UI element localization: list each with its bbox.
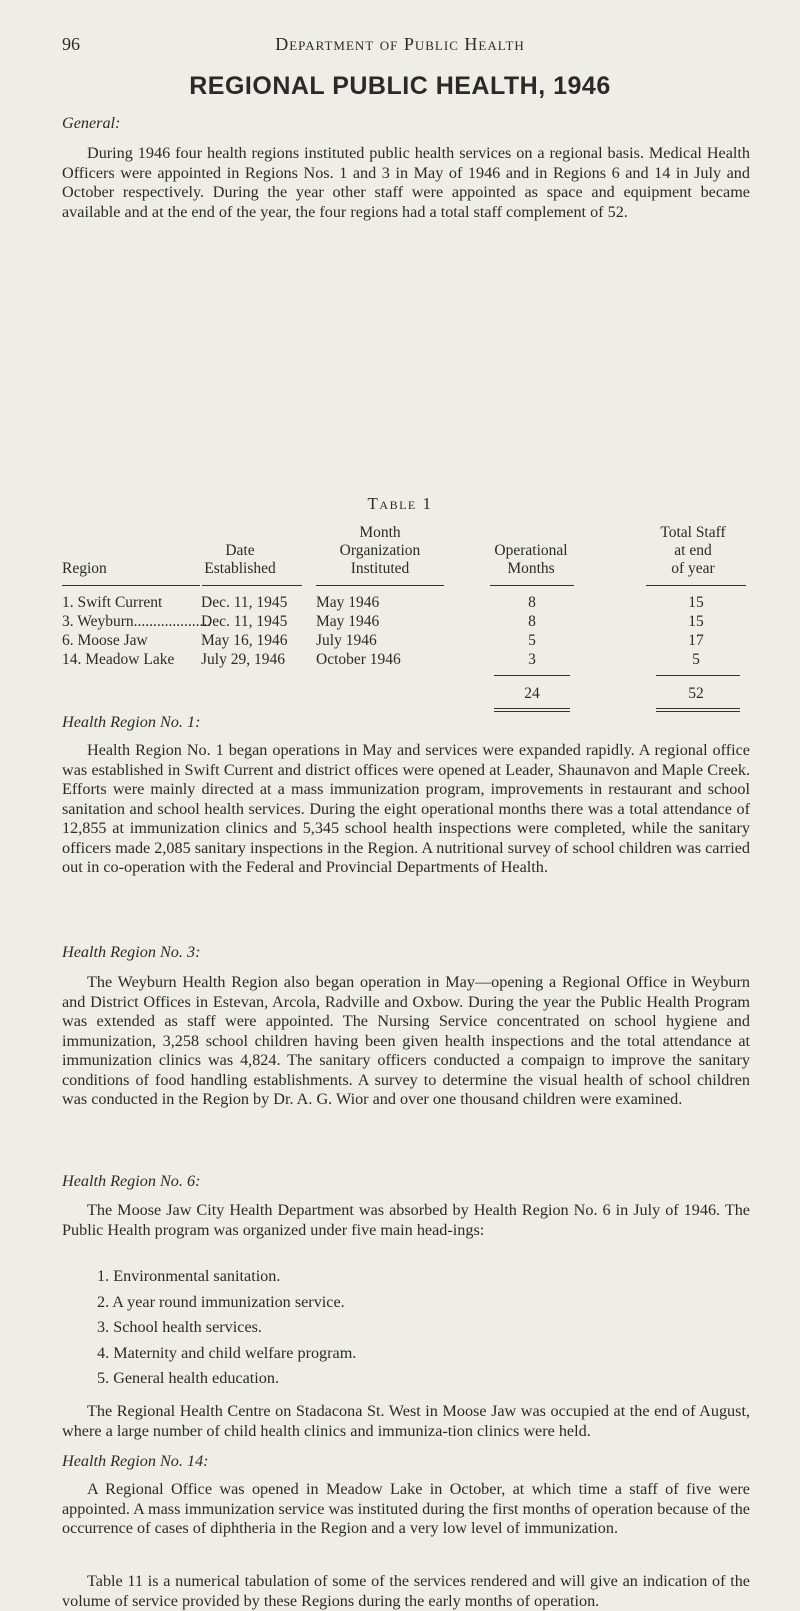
total-rule (494, 708, 570, 709)
cell-month: May 1946 (316, 613, 380, 630)
header-month-line3: Instituted (350, 560, 410, 577)
region-6-paragraph: The Moose Jaw City Health Department was absorbed by Health Region No. 6 in July of 1946. The Public Health program was organized under five main head-ings: (62, 1201, 750, 1239)
page-continuation (0, 1262, 800, 1610)
region-14-paragraph-2: Table 11 is a numerical tabulation of some of the services rendered and will give an indication of the volume of service provided by these Regions during the early months of operation. (62, 1572, 750, 1610)
total-staff: 52 (688, 685, 704, 702)
region-6-paragraph-2: The Regional Health Centre on Stadacona St. West in Moose Jaw was occupied at the end of August, where a large number of child health clinics and immuniza-tion clinics were held. (62, 1402, 750, 1440)
cell-region: 14. Meadow Lake (62, 651, 175, 668)
cell-ops: 5 (528, 632, 536, 649)
list-item: 3. School health services. (97, 1318, 262, 1336)
regions-table (62, 522, 750, 770)
total-rule (656, 711, 740, 712)
header-rule (62, 585, 200, 586)
header-region: Region (62, 560, 107, 577)
header-rule (490, 585, 574, 586)
sum-rule (494, 675, 570, 676)
section-heading-region-3: Health Region No. 3: (62, 943, 201, 961)
list-item: 4. Maternity and child welfare program. (97, 1343, 357, 1362)
cell-region: 1. Swift Current (62, 594, 163, 611)
header-rule (316, 585, 444, 586)
cell-ops: 8 (528, 594, 536, 611)
section-heading-region-1: Health Region No. 1: (62, 713, 201, 731)
page-title: REGIONAL PUBLIC HEALTH, 1946 (189, 72, 611, 100)
cell-month: July 1946 (316, 632, 377, 649)
cell-date: July 29, 1946 (201, 651, 285, 668)
cell-date: May 16, 1946 (201, 632, 288, 649)
cell-date: Dec. 11, 1945 (201, 594, 288, 611)
general-paragraph: During 1946 four health regions instituted public health services on a regional basis. Medical Health Officers were appointed in Regions Nos. 1 and 3 in May of 1946 and in Regions 6 and 14 in July and October respectively. During the year other staff were appointed as space and equipment became available and at the end of the year, the four regions had a total staff complement of 52. (62, 144, 750, 221)
cell-date: Dec. 11, 1945 (201, 613, 288, 630)
cell-staff: 17 (688, 632, 704, 649)
sum-rule (656, 675, 740, 676)
cell-staff: 15 (688, 594, 704, 611)
list-item: 2. A year round immunization service. (97, 1292, 345, 1311)
section-heading-general: General: (62, 114, 121, 132)
header-operational (466, 542, 596, 578)
header-staff-line2: at end (674, 542, 712, 559)
header-date-line1: Date (225, 542, 255, 559)
region-1-paragraph: Health Region No. 1 began operations in May and services were expanded rapidly. A regional office was established in Swift Current and district offices were opened at Leader, Shaunavon and Maple Creek. Efforts were mainly directed at a mass immunization program, improvements in restaurant and school sanitation and school health services. During the eight operational months there was a total attendance of 12,855 at immunization clinics and 5,345 school health inspections were completed, while the sanitary officers made 2,085 sanitary inspections in the Region. A nutritional survey of school children was carried out in co-operation with the Federal and Provincial Departments of Health. (62, 741, 750, 876)
header-month-line1: Month (359, 524, 401, 541)
header-date (180, 542, 300, 578)
total-rule (494, 711, 570, 712)
cell-region: 6. Moose Jaw (62, 632, 148, 649)
total-ops: 24 (524, 685, 540, 702)
header-date-line2: Established (204, 560, 276, 577)
header-ops-line2: Months (507, 560, 555, 577)
region-3-paragraph: The Weyburn Health Region also began operation in May—opening a Regional Office in Weyburn and District Offices in Estevan, Arcola, Radville and Oxbow. During the year the Public Health Program was extended as staff were appointed. The Nursing Service concentrated on school hygiene and immunization, 3,258 school children having been given health inspections and the total attendance at immunization clinics was 4,824. The sanitary officers conducted a compaign to improve the sanitary conditions of food handling establishments. A survey to determine the visual health of school children was conducted in the Region by Dr. A. G. Wior and over one thousand children were examined. (62, 973, 750, 1108)
running-head: Department of Public Health (275, 34, 525, 54)
region-6-headings-list (97, 1264, 356, 1392)
page-header (62, 34, 738, 58)
cell-ops: 8 (528, 613, 536, 630)
table-caption: Table 1 (367, 494, 433, 513)
header-rule (202, 585, 302, 586)
header-ops-line1: Operational (494, 542, 568, 559)
header-month (310, 524, 450, 578)
cell-staff: 15 (688, 613, 704, 630)
header-staff-line3: of year (671, 560, 715, 577)
cell-ops: 3 (528, 651, 536, 668)
header-rule (646, 585, 746, 586)
total-rule (656, 708, 740, 709)
cell-month: May 1946 (316, 594, 380, 611)
list-item: 1. Environmental sanitation. (97, 1267, 281, 1285)
cell-region: 3. Weyburn.................... (62, 613, 212, 630)
section-heading-region-14: Health Region No. 14: (62, 1452, 209, 1470)
cell-month: October 1946 (316, 651, 401, 668)
region-14-paragraph: A Regional Office was opened in Meadow Lake in October, at which time a staff of five were appointed. A mass immunization service was instituted during the first months of operation because of the occurrence of cases of diphtheria in the Region and a very low level of immunization. (62, 1480, 750, 1537)
header-total-staff (636, 524, 750, 578)
header-staff-line1: Total Staff (660, 524, 726, 541)
page-number: 96 (62, 34, 80, 54)
list-item: 5. General health education. (97, 1369, 280, 1387)
cell-staff: 5 (692, 651, 700, 668)
header-month-line2: Organization (339, 542, 421, 559)
section-heading-region-6: Health Region No. 6: (62, 1172, 201, 1190)
